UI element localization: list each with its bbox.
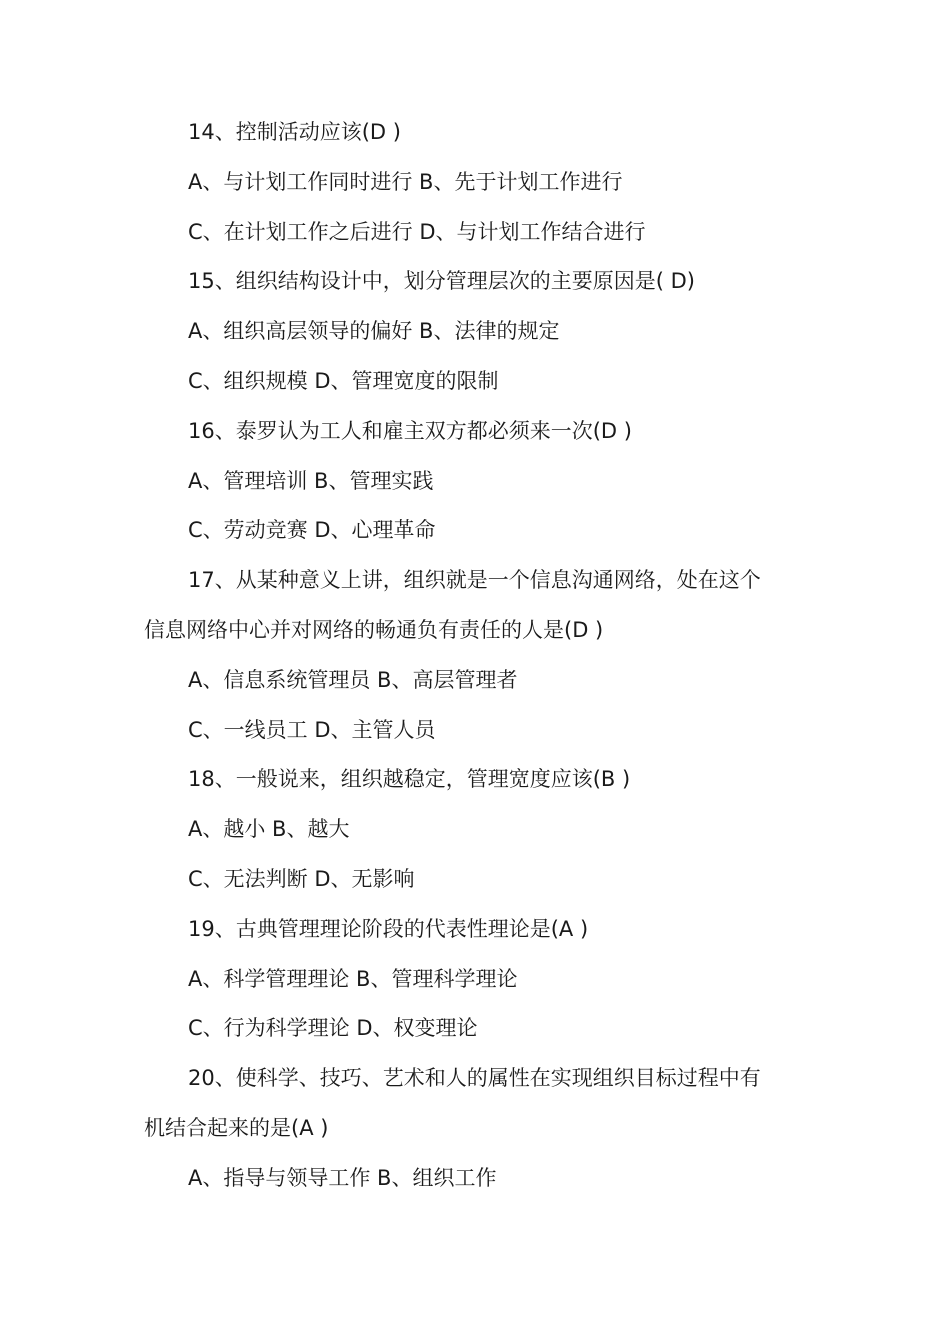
question-16-options-cd: C、劳动竞赛 D、心理革命 xyxy=(188,518,436,543)
question-19-options-ab: A、科学管理理论 B、管理科学理论 xyxy=(188,966,518,991)
question-19-stem: 19、古典管理理论阶段的代表性理论是(A ) xyxy=(188,916,589,941)
question-16-options-ab: A、管理培训 B、管理实践 xyxy=(188,468,434,493)
question-17-options-ab: A、信息系统管理员 B、高层管理者 xyxy=(188,667,518,692)
question-14-options-cd: C、在计划工作之后进行 D、与计划工作结合进行 xyxy=(188,219,646,244)
question-20-options-ab: A、指导与领导工作 B、组织工作 xyxy=(188,1165,497,1190)
question-15-options-ab: A、组织高层领导的偏好 B、法律的规定 xyxy=(188,319,560,344)
question-18-options-cd: C、无法判断 D、无影响 xyxy=(188,866,415,891)
question-15-options-cd: C、组织规模 D、管理宽度的限制 xyxy=(188,368,499,393)
question-18-options-ab: A、越小 B、越大 xyxy=(188,817,350,842)
question-20-stem-continued: 机结合起来的是(A ) xyxy=(144,1115,329,1140)
question-17-stem: 17、从某种意义上讲，组织就是一个信息沟通网络，处在这个 xyxy=(188,568,761,593)
question-14-options-ab: A、与计划工作同时进行 B、先于计划工作进行 xyxy=(188,169,623,194)
question-15-stem: 15、组织结构设计中，划分管理层次的主要原因是( D) xyxy=(188,269,695,294)
question-list xyxy=(144,108,814,1204)
question-17-stem-continued: 信息网络中心并对网络的畅通负有责任的人是(D ) xyxy=(144,617,604,642)
question-18-stem: 18、一般说来，组织越稳定，管理宽度应该(B ) xyxy=(188,767,631,792)
question-19-options-cd: C、行为科学理论 D、权变理论 xyxy=(188,1016,478,1041)
question-16-stem: 16、泰罗认为工人和雇主双方都必须来一次(D ) xyxy=(188,418,632,443)
question-17-options-cd: C、一线员工 D、主管人员 xyxy=(188,717,436,742)
question-20-stem: 20、使科学、技巧、艺术和人的属性在实现组织目标过程中有 xyxy=(188,1066,761,1091)
question-14-stem: 14、控制活动应该(D ) xyxy=(188,120,401,144)
